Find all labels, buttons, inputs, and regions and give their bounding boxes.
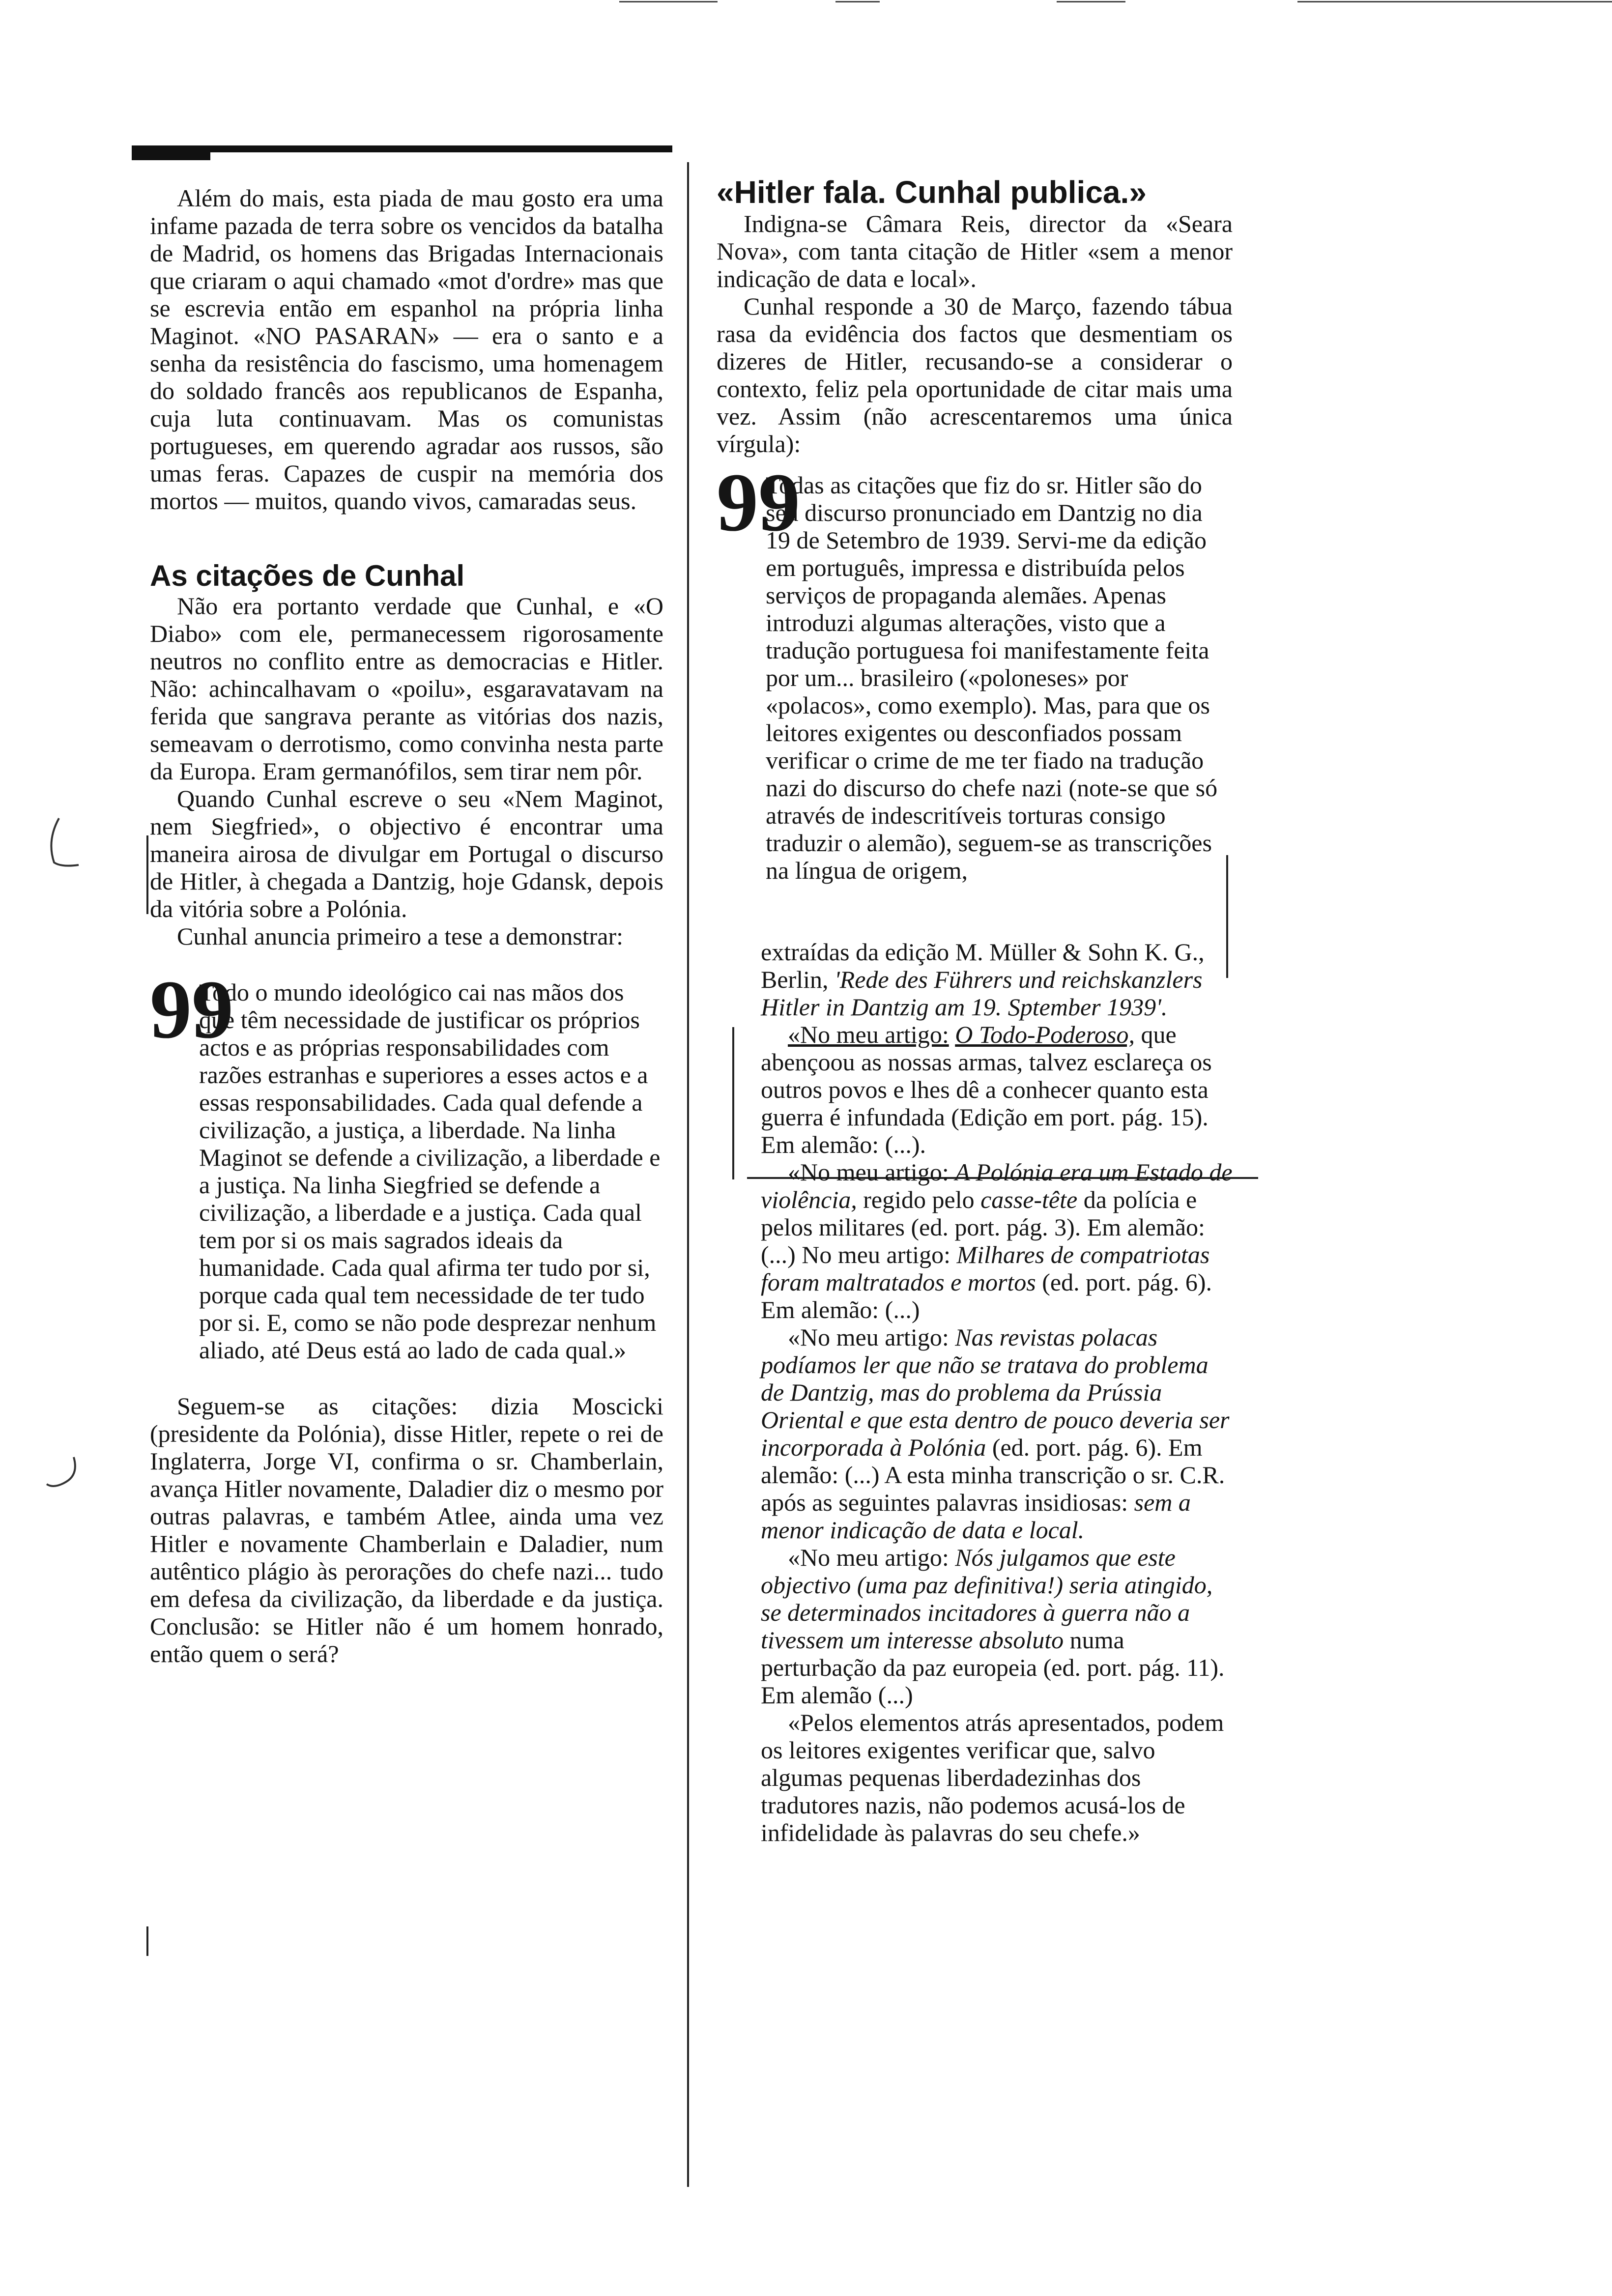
source-edition: extraídas da edição M. Müller & Sohn K. G., Berlin, 'Rede des Führers und reichskanzlers Hitler in Dantzig am 19. Sptember 1939'. [761,938,1205,1021]
top-edge-rule [1297,1,1612,2]
quote-item-2: «No meu artigo: A Polónia era um Estado de violência, regido pelo casse-tête da polícia e pelos militares (ed. port. pág. 3). Em alemão: (...) No meu artigo: Milhares de compatriotas foram maltratados e mortos (ed. port. pág. 6). Em alemão: (...) [761,1158,1233,1323]
left-paragraph-4: Cunhal anuncia primeiro a tese a demonstrar: [177,922,624,950]
column-divider [687,162,689,2187]
source-transcriptions [717,938,1233,1846]
left-margin-rule [146,1926,148,1956]
top-edge-rule [835,1,880,2]
left-paragraph-2: Não era portanto verdade que Cunhal, e «O Diabo» com ele, permanecessem rigorosamente neutros no conflito entre as democracias e Hitler. Não: achincalhavam o «poilu», esgaravatavam na ferida que sangrava perante as vitórias dos nazis, semeavam o derrotismo, como convinha nesta parte da Europa. Eram germanófilos, sem tirar nem pôr. [150,592,663,785]
section-header-bar [132,145,672,152]
right-paragraph-1: Indigna-se Câmara Reis, director da «Seara Nova», com tanta citação de Hitler «sem a menor indicação de data e local». [717,210,1233,292]
quote-item-4: «No meu artigo: Nós julgamos que este objectivo (uma paz definitiva!) seria atingido, se determinados incitadores à guerra não a tivessem um interesse absoluto numa perturbação da paz europeia (ed. port. pág. 11). Em alemão (...) [761,1544,1225,1709]
article-headline: «Hitler fala. Cunhal publica.» [717,174,1147,210]
quote-mark-icon: 99 [717,456,800,548]
left-quote-text: Todo o mundo ideológico cai nas mãos dos que têm necessidade de justificar os próprios actos e as próprias responsabilidades com razões estranhas e superiores a esses actos e a essas responsabilidades. Cada qual defende a civilização, a justiça, a liberdade. Na linha Maginot se defende a civilização, a liberdade e a justiça. Na linha Siegfried se defende a civilização, a liberdade e a justiça. Cada qual tem por si os mais sagrados ideais da humanidade. Cada qual afirma ter tudo por si, porque cada qual tem necessidade de ter tudo por si. E, como se não pode desprezar nenhum aliado, até Deus está ao lado de cada qual.» [199,978,661,1364]
left-paragraph-5: Seguem-se as citações: dizia Moscicki (presidente da Polónia), disse Hitler, repete o rei de Inglaterra, Jorge VI, confirma o sr. Chamberlain, avança Hitler novamente, Daladier diz o mesmo por outras palavras, e também Atlee, ainda uma vez Hitler e novamente Chamberlain e Daladier, num autêntico plágio às perorações do chefe nazi... tudo em defesa da civilização, da liberdade e da justiça. Conclusão: se Hitler não é um homem honrado, então quem o será? [150,1392,663,1667]
right-paragraph-2: Cunhal responde a 30 de Março, fazendo tábua rasa da evidência dos factos que desmentiam os dizeres de Hitler, recusando-se a considerar o contexto, feliz pela oportunidade de citar mais uma vez. Assim (não acrescentaremos uma única vírgula): [717,292,1233,458]
left-paragraph-1: Além do mais, esta piada de mau gosto era uma infame pazada de terra sobre os vencidos da batalha de Madrid, os homens das Brigadas Internacionais que criaram o aqui chamado «mot d'ordre» mas que se escrevia então em espanhol na própria linha Maginot. «NO PASARAN» — era o santo e a senha da resistência do fascismo, uma homenagem do soldado francês aos republicanos de Espanha, cuja luta continuavam. Mas os comunistas portugueses, em querendo agradar aos russos, são umas feras. Capazes de cuspir na memória dos mortos — muitos, quando vivos, camaradas seus. [150,184,663,515]
top-edge-rule [619,1,718,2]
top-edge-rule [1057,1,1125,2]
right-pull-quote [717,456,1233,884]
left-column [150,184,663,1667]
right-quote-text: Todas as citações que fiz do sr. Hitler são do seu discurso pronunciado em Dantzig no dia 19 de Setembro de 1939. Servi-me da edição em português, impressa e distribuída pelos serviços de propaganda alemães. Apenas introduzi algumas alterações, visto que a tradução portuguesa foi manifestamente feita por um... brasileiro («poloneses» por «polacos», como exemplo). Mas, para que os leitores exigentes ou desconfiados possam verificar o crime de me ter fiado na tradução nazi do discurso do chefe nazi (note-se que só através de indescritíveis torturas consigo traduzir o alemão), seguem-se as transcrições na língua de origem, [766,471,1218,884]
source-title: 'Rede des Führers und reichskanzlers Hitler in Dantzig am 19. Sptember 1939'. [761,966,1203,1021]
quote-item-1: «No meu artigo: O Todo-Poderoso, que abençoou as nossas armas, talvez esclareça os outros povos e lhes dê a conhecer quanto esta guerra é infundada (Edição em port. pág. 15). Em alemão: (...). [761,1021,1212,1158]
closing-paragraph: «Pelos elementos atrás apresentados, podem os leitores exigentes verificar que, salvo algumas pequenas liberdadezinhas dos tradutores nazis, não podemos acusá-los de infidelidade às palavras do seu chefe.» [761,1709,1224,1846]
left-paragraph-3: Quando Cunhal escreve o seu «Nem Maginot, nem Siegfried», o objectivo é encontrar uma maneira airosa de divulgar em Portugal o discurso de Hitler, à chegada a Dantzig, hoje Gdansk, depois da vitória sobre a Polónia. [150,785,663,922]
section-subhead: As citações de Cunhal [150,559,465,592]
quote-mark-icon: 99 [150,963,233,1056]
left-margin-rule [146,835,148,914]
quote-item-3: «No meu artigo: Nas revistas polacas podíamos ler que não se tratava do problema de Dantzig, mas do problema da Prússia Oriental e que esta dentro de pouco deveria ser incorporada à Polónia (ed. port. pág. 6). Em alemão: (...) A esta minha transcrição o sr. C.R. após as seguintes palavras insidiosas: sem a menor indicação de data e local. [761,1323,1230,1544]
right-column [717,174,1233,1846]
left-pull-quote [150,963,663,1364]
section-header-tab [132,147,210,160]
margin-mark-icon [44,816,84,870]
margin-mark-icon [44,1455,84,1499]
